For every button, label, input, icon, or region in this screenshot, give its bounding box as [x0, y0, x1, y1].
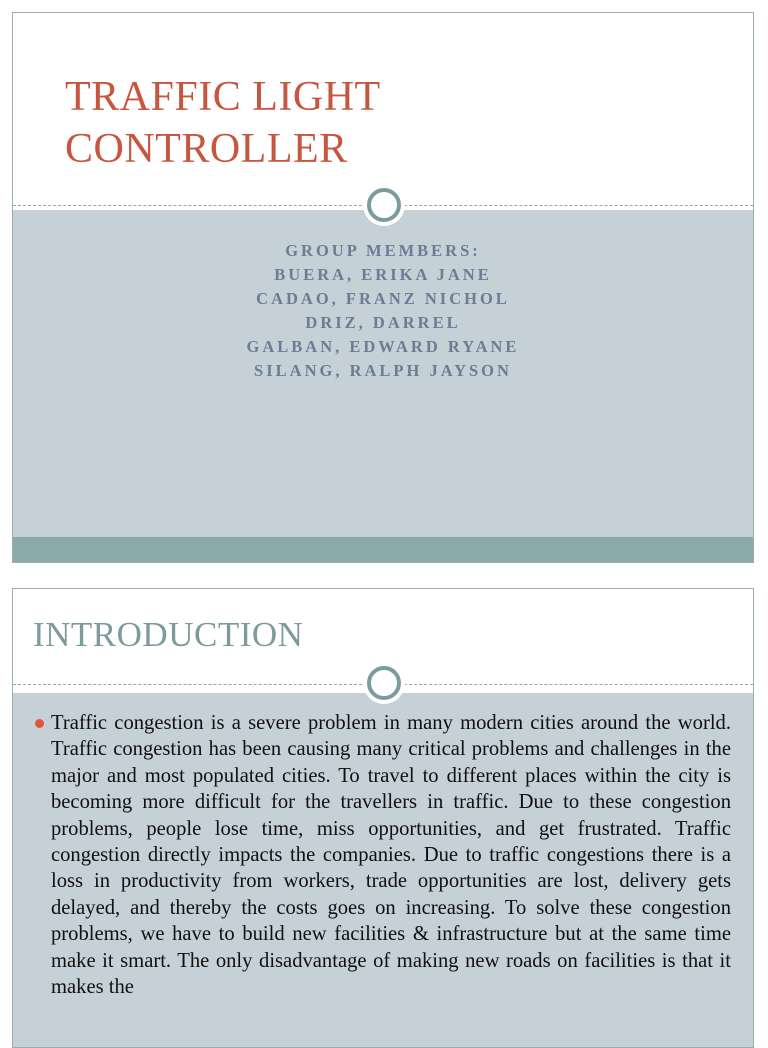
member-name: DRIZ, DARREL [305, 313, 461, 332]
group-members-list [13, 239, 753, 383]
title-line-2: CONTROLLER [65, 126, 348, 172]
member-name: CADAO, FRANZ NICHOL [256, 289, 510, 308]
circle-ornament-icon [367, 188, 401, 222]
bullet-text: Traffic congestion is a severe problem in many modern cities around the world. Traffic congestion has been causing many critical problems and challenges in the major and most populated cities. To travel to different places within the city is becoming more difficult for the travellers in traffic. Due to these congestion problems, people lose time, miss opportunities, and get frustrated. Traffic congestion directly impacts the companies. Due to traffic congestions there is a loss in productivity from workers, trade opportunities are lost, delivery gets delayed, and thereby the costs goes on increasing. To solve these congestion problems, we have to build new facilities & infrastructure but at the same time make it smart. The only disadvantage of making new roads on facilities is that it makes the [51, 712, 731, 999]
bullet-item [35, 710, 731, 1000]
slide-title [65, 71, 381, 175]
bullet-dot-icon [35, 719, 44, 728]
circle-ornament-icon [367, 666, 401, 700]
title-line-1: TRAFFIC LIGHT [65, 74, 381, 120]
slide-heading: INTRODUCTION [33, 615, 304, 654]
member-name: BUERA, ERIKA JANE [274, 265, 492, 284]
bottom-accent-bar [13, 537, 753, 563]
introduction-slide [12, 588, 754, 1048]
members-heading: GROUP MEMBERS: [285, 241, 481, 260]
title-slide [12, 12, 754, 563]
member-name: SILANG, RALPH JAYSON [254, 361, 512, 380]
member-name: GALBAN, EDWARD RYANE [246, 337, 520, 356]
